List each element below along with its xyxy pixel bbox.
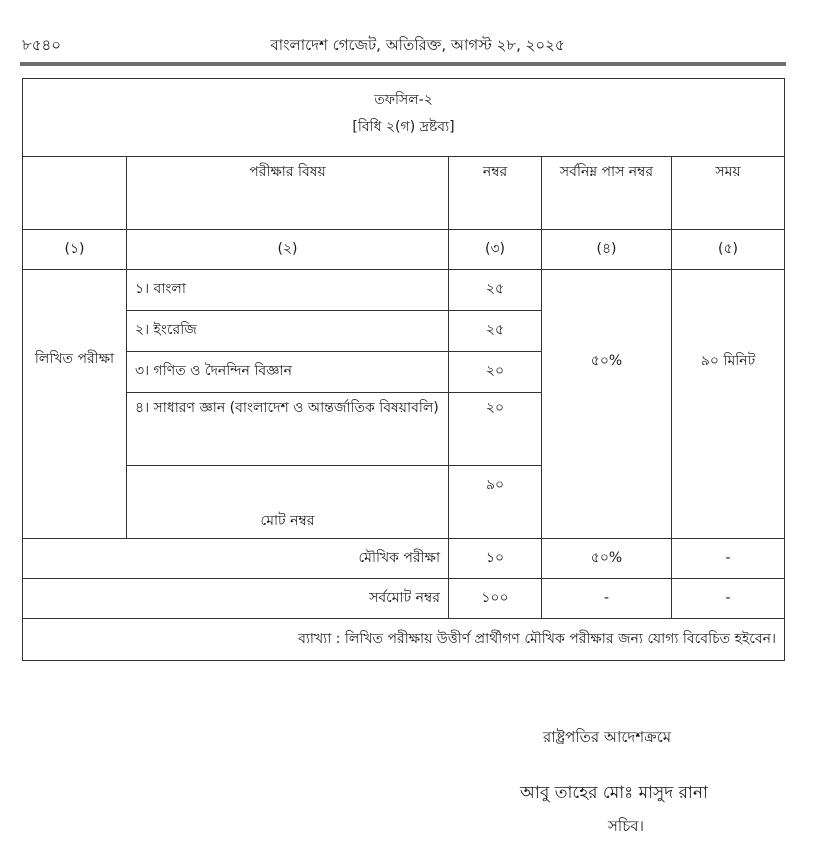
signatory-designation: সচিব। [608,817,645,835]
subject-marks: ২৫ [449,311,542,352]
subject-name: ৪। সাধারণ জ্ঞান (বাংলাদেশ ও আন্তর্জাতিক বিষয়াবলি) [127,393,449,466]
column-header-blank [23,157,127,230]
grand-total-row [23,579,785,619]
schedule-table [22,78,785,661]
subject-name: ৩। গণিত ও দৈনন্দিন বিজ্ঞান [127,352,449,393]
presidential-order-line: রাষ্ট্রপতির আদেশক্রমে [543,728,672,746]
viva-time: - [672,539,785,579]
grand-total-marks: ১০০ [449,579,542,619]
page-number: ৮৫৪০ [22,36,61,54]
column-header-marks: নম্বর [449,157,542,230]
written-pass-marks: ৫০% [542,270,672,539]
grand-total-time: - [672,579,785,619]
written-total-label: মোট নম্বর [127,466,449,539]
column-header-pass-marks: সর্বনিম্ন পাস নম্বর [542,157,672,230]
column-number: (৫) [672,230,785,270]
viva-pass-marks: ৫০% [542,539,672,579]
subject-marks: ২৫ [449,270,542,311]
written-total-marks: ৯০ [449,466,542,539]
subject-marks: ২০ [449,393,542,466]
column-number-row [23,230,785,270]
gazette-header: বাংলাদেশ গেজেট, অতিরিক্ত, আগস্ট ২৮, ২০২৫ [270,36,565,54]
column-number: (৪) [542,230,672,270]
subject-name: ২। ইংরেজি [127,311,449,352]
note-row [23,619,785,661]
column-number: (১) [23,230,127,270]
header-rule [20,62,786,66]
written-time: ৯০ মিনিট [672,270,785,539]
viva-marks: ১০ [449,539,542,579]
column-header-time: সময় [672,157,785,230]
signatory-name: আবু তাহের মোঃ মাসুদ রানা [520,783,708,803]
subject-name: ১। বাংলা [127,270,449,311]
subject-row [23,270,785,311]
grand-total-pass: - [542,579,672,619]
column-number: (২) [127,230,449,270]
grand-total-label: সর্বমোট নম্বর [23,579,449,619]
subject-marks: ২০ [449,352,542,393]
column-number: (৩) [449,230,542,270]
schedule-title: তফসিল-২ [374,92,433,108]
column-header-row [23,157,785,230]
viva-row [23,539,785,579]
column-header-subject: পরীক্ষার বিষয় [127,157,449,230]
written-exam-label: লিখিত পরীক্ষা [23,270,127,539]
schedule-subtitle: [বিধি ২(গ) দ্রষ্টব্য] [352,118,455,135]
explanation-note: ব্যাখ্যা : লিখিত পরীক্ষায় উত্তীর্ণ প্রার্থীগণ মৌখিক পরীক্ষার জন্য যোগ্য বিবেচিত হইবেন। [23,619,785,661]
viva-label: মৌখিক পরীক্ষা [23,539,449,579]
schedule-title-cell [23,79,785,157]
